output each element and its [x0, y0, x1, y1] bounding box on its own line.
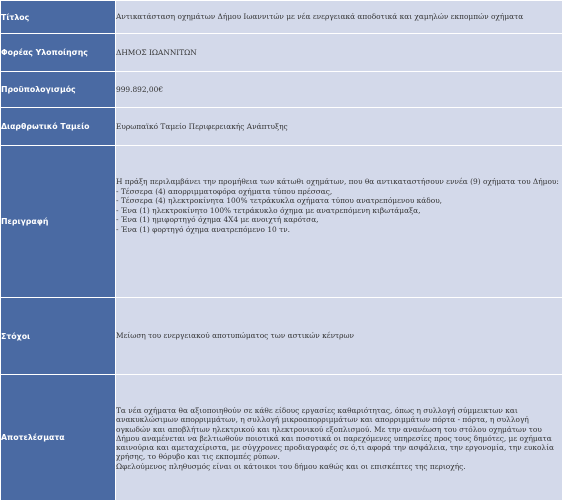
description-line: - Τέσσερα (4) απορριμματοφόρα οχήματα τύπου πρέσσας, [116, 186, 333, 196]
budget-label: Προϋπολογισμός [1, 72, 116, 108]
budget-value: 999.892,00€ [116, 72, 563, 108]
results-beneficiaries: Ωφελούμενος πληθυσμός είναι οι κάτοικοι του δήμου καθώς και οι επισκέπτες της περιοχής. [116, 461, 466, 471]
row-goals [1, 298, 563, 375]
description-line: Η πράξη περιλαμβάνει την προμήθεια των κάτωθι οχημάτων, που θα αντικαταστήσουν εννέα (9) οχήματα του Δήμου: [116, 177, 559, 186]
structural-fund-label: Διαρθρωτικό Ταμείο [1, 108, 116, 146]
row-implementing-body [1, 34, 563, 72]
description-line: - Ένα (1) ηλεκτροκίνητο 100% τετράκυκλο όχημα με ανατρεπόμενη κιβωτάμαξα, [116, 205, 421, 215]
implementing-body-value: ΔΗΜΟΣ ΙΩΑΝΝΙΤΩΝ [116, 34, 563, 72]
description-line: - Τέσσερα (4) ηλεκτροκίνητα 100% τετράκυκλα οχήματα τύπου ανατρεπόμενου κάδου, [116, 196, 443, 206]
results-value [116, 375, 563, 501]
row-results [1, 375, 563, 501]
results-label: Αποτελέσματα [1, 375, 116, 501]
structural-fund-value: Ευρωπαϊκό Ταμείο Περιφερειακής Ανάπτυξης [116, 108, 563, 146]
goals-label: Στόχοι [1, 298, 116, 375]
implementing-body-label: Φορέας Υλοποίησης [1, 34, 116, 72]
title-value: Αντικατάσταση οχημάτων Δήμου Ιωαννιτών με νέα ενεργειακά αποδοτικά και χαμηλών εκπομπών οχήματα [116, 1, 563, 34]
description-label: Περιγραφή [1, 146, 116, 298]
description-line: - Ένα (1) ημιφορτηγό όχημα 4Χ4 με ανοιχτή καρότσα, [116, 215, 319, 225]
goals-value: Μείωση του ενεργειακού αποτυπώματος των αστικών κέντρων [116, 298, 563, 375]
row-structural-fund [1, 108, 563, 146]
title-label: Τίτλος [1, 1, 116, 34]
description-line: - Ένα (1) φορτηγό όχημα ανατρεπόμενο 10 τν. [116, 224, 291, 234]
row-budget [1, 72, 563, 108]
results-paragraph: Τα νέα οχήματα θα αξιοποιηθούν σε κάθε είδους εργασίες καθαριότητας, όπως η συλλογή σύμμεικτων και ανακυκλώσιμων απορριμμάτων, η συλλογή μικροαπορριμμάτων και απορριμμάτων πόρτα - πόρτα, η συλλογή ογκωδών και αποβλήτων ηλεκτρικού και ηλεκτρονικού εξοπλισμού. Με την ανανέωση του στόλου οχημάτων του Δήμου αναμένεται να βελτιωθούν ποιοτικά και ποσοτικά οι παρεχόμενες υπηρεσίες προς τους δημότες, με οχήματα καινούρια και αμεταχείριστα, με σύγχρονες προδιαγραφές σε ό,τι αφορά την ασφάλεια, την εργονομία, την ευκολία χρήσης, το θόρυβο και τις εκπομπές ρύπων. [116, 406, 554, 462]
row-title [1, 1, 563, 34]
description-value [116, 146, 563, 298]
row-description [1, 146, 563, 298]
